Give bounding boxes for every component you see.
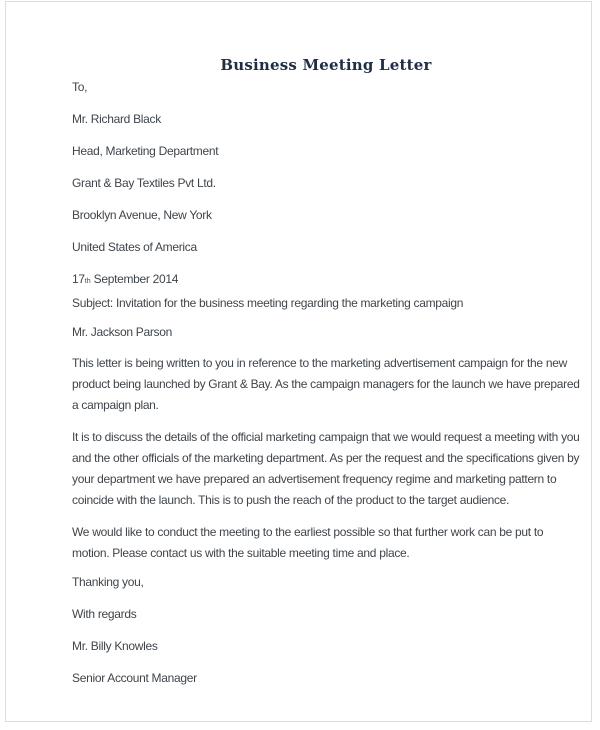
recipient-name: Mr. Richard Black xyxy=(72,112,161,126)
recipient-position: Head, Marketing Department xyxy=(72,144,219,158)
body-paragraph-1: This letter is being written to you in reference to the marketing advertisement campaign for the new product being launched by Grant & Bay. As the campaign managers for the launch we have prepared a campaign plan. xyxy=(72,356,580,412)
date-line xyxy=(72,272,580,289)
closing-regards: With regards xyxy=(72,607,137,621)
closing-thanks: Thanking you, xyxy=(72,575,144,589)
greeting: Mr. Jackson Parson xyxy=(72,325,172,339)
letter-title: Business Meeting Letter xyxy=(220,56,432,74)
salutation: To, xyxy=(72,80,88,94)
body-paragraph-2: It is to discuss the details of the official marketing campaign that we would request a meeting with you and the other officials of the marketing department. As per the request and the specifications given by your department we have prepared an advertisement frequency regime and marketing pattern to coincide with the launch. This is to push the reach of the product to the target audience. xyxy=(72,430,580,507)
recipient-country: United States of America xyxy=(72,240,197,254)
recipient-company: Grant & Bay Textiles Pvt Ltd. xyxy=(72,176,216,190)
date-day: 17 xyxy=(72,272,85,286)
sender-title: Senior Account Manager xyxy=(72,671,197,685)
body-paragraph-3: We would like to conduct the meeting to the earliest possible so that further work can be put to motion. Please contact us with the suitable meeting time and place. xyxy=(72,525,544,560)
subject-line: Subject: Invitation for the business meeting regarding the marketing campaign xyxy=(72,296,464,310)
date-ordinal: th xyxy=(84,278,91,285)
sender-name: Mr. Billy Knowles xyxy=(72,639,158,653)
recipient-address: Brooklyn Avenue, New York xyxy=(72,208,212,222)
date-month-year: September 2014 xyxy=(90,272,179,286)
